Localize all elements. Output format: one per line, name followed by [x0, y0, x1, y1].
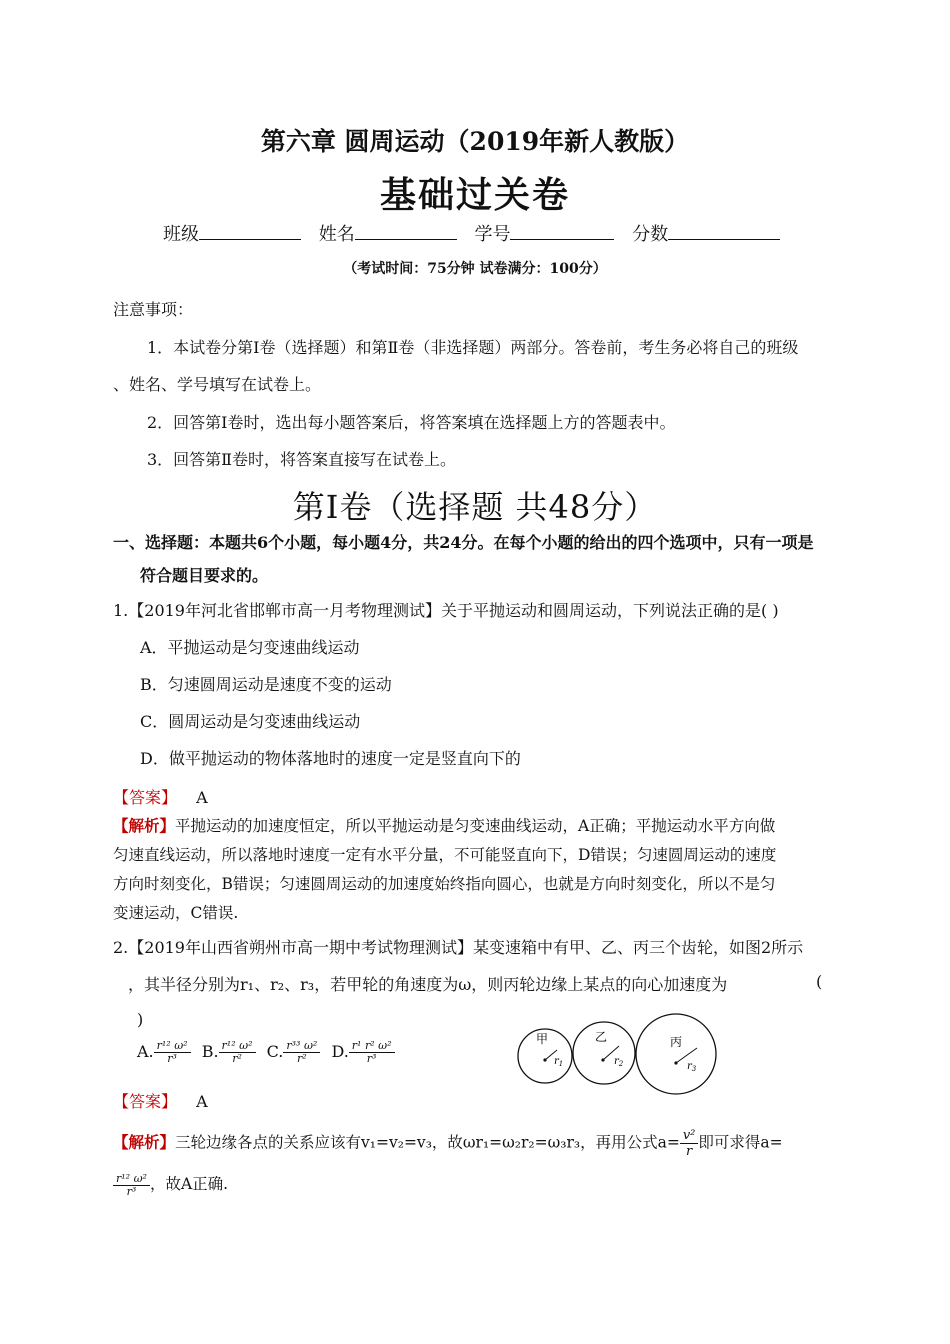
class-label: 班级: [163, 224, 199, 245]
q2-analysis-text-1-end: 即可求得a=: [698, 1133, 783, 1152]
q2-answer-label: 【答案】: [113, 1092, 178, 1111]
q2-analysis-formula-den: r: [686, 1144, 693, 1159]
q2-option-a-fraction: [154, 1040, 191, 1065]
notes-heading: 注意事项：: [113, 300, 194, 319]
q1-option-b: B．匀速圆周运动是速度不变的运动: [140, 675, 392, 694]
q2-option-c-num: r³³ ω²: [283, 1040, 320, 1053]
q2-option-c-fraction: [283, 1040, 320, 1065]
q2-analysis-line-1: [113, 1128, 783, 1159]
section-instruction-line-1: 一、选择题：本题共6个小题，每小题4分，共24分。在每个小题的给出的四个选项中，只有一项是: [113, 533, 814, 552]
gear-yi-center: [601, 1058, 604, 1061]
q2-analysis-text-1: 三轮边缘各点的关系应该有v₁=v₂=v₃，故ωr₁=ω₂r₂=ω₃r₃，再用公式a=: [175, 1133, 680, 1152]
gear-bing-radius-label: $r_3$: [687, 1061, 697, 1073]
note-item-3: 3．回答第Ⅱ卷时，将答案直接写在试卷上。: [147, 450, 457, 469]
q2-option-b-den: r²: [232, 1052, 242, 1065]
q2-option-a: [137, 1039, 196, 1065]
q2-option-a-den: r³: [167, 1052, 177, 1065]
gear-jia-radius-label: $r_1$: [554, 1056, 564, 1068]
q1-analysis-line-3: 方向时刻变化，B错误；匀速圆周运动的加速度始终指向圆心，也就是方向时刻变化，所以不是匀: [113, 875, 776, 893]
q2-option-c: [266, 1039, 326, 1065]
number-label: 学号: [474, 224, 511, 245]
q1-option-c: C．圆周运动是匀变速曲线运动: [140, 712, 361, 731]
q2-option-b-fraction: [219, 1040, 256, 1065]
q2-answer-line: [113, 1089, 208, 1112]
q1-analysis-line-4: 变速运动，C错误.: [113, 904, 239, 922]
section-instruction-line-2: 符合题目要求的。: [140, 566, 269, 585]
chapter-title: 第六章 圆周运动（2019年新人教版）: [260, 127, 690, 156]
q2-analysis-text-2-end: ，故A正确.: [149, 1175, 229, 1193]
gear-yi-label: 乙: [595, 1030, 608, 1044]
note-item-1-line-1: 1．本试卷分第Ⅰ卷（选择题）和第Ⅱ卷（非选择题）两部分。答卷前，考生务必将自己的班级: [147, 338, 799, 357]
name-blank[interactable]: [355, 223, 457, 240]
q1-analysis-label: 【解析】: [113, 816, 176, 835]
gear-jia-center: [543, 1058, 546, 1061]
q2-option-a-letter: A.: [137, 1042, 154, 1061]
name-label: 姓名: [318, 224, 355, 245]
note-item-2: 2．回答第Ⅰ卷时，选出每小题答案后，将答案填在选择题上方的答题表中。: [147, 413, 676, 432]
q2-option-d: [331, 1039, 394, 1065]
score-label: 分数: [632, 224, 669, 245]
paper-title: 基础过关卷: [379, 174, 570, 216]
q2-analysis-formula: [680, 1128, 699, 1159]
q2-analysis-result: [113, 1173, 150, 1198]
student-info-line: [163, 220, 780, 246]
section-title: 第Ⅰ卷（选择题 共48分）: [292, 488, 658, 526]
q2-option-d-num: r¹ r² ω²: [349, 1040, 395, 1053]
q1-analysis-line-1: [113, 814, 775, 836]
gear-yi-radius-label: $r_2$: [614, 1056, 624, 1068]
q2-analysis-line-2: [113, 1172, 228, 1198]
q2-answer-value: A: [196, 1092, 208, 1111]
q2-option-b: [201, 1039, 261, 1065]
gear-yi: [573, 1022, 635, 1084]
exam-info: （考试时间：75分钟 试卷满分：100分）: [343, 261, 607, 277]
q2-analysis-result-num: r¹² ω²: [113, 1173, 150, 1186]
score-blank[interactable]: [668, 223, 780, 240]
q2-option-c-den: r²: [297, 1052, 307, 1065]
q2-stem-line-2: ，其半径分别为r₁、r₂、r₃，若甲轮的角速度为ω，则丙轮边缘上某点的向心加速度为: [128, 975, 728, 994]
q1-analysis-line-2: 匀速直线运动，所以落地时速度一定有水平分量，不可能竖直向下，D错误；匀速圆周运动的速度: [113, 846, 777, 864]
q2-analysis-formula-num: v²: [680, 1128, 699, 1144]
gear-jia-label: 甲: [536, 1032, 549, 1046]
q2-option-d-den: r³: [366, 1052, 377, 1065]
q2-option-a-num: r¹² ω²: [154, 1040, 191, 1053]
gear-bing: [636, 1014, 716, 1094]
q1-stem: 1.【2019年河北省邯郸市高一月考物理测试】关于平抛运动和圆周运动，下列说法正确的是( ): [113, 601, 779, 620]
gear-figure: [515, 1012, 720, 1102]
q2-stem-line-1: 2.【2019年山西省朔州市高一期中考试物理测试】某变速箱中有甲、乙、丙三个齿轮，如图2所示: [113, 938, 804, 957]
q2-option-b-num: r¹² ω²: [219, 1040, 256, 1053]
q2-options: [137, 1040, 395, 1065]
gear-bing-label: 丙: [670, 1035, 683, 1049]
q2-analysis-result-den: r³: [126, 1184, 137, 1198]
number-blank[interactable]: [510, 223, 614, 240]
q1-option-d: D．做平抛运动的物体落地时的速度一定是竖直向下的: [140, 749, 521, 768]
q2-analysis-label: 【解析】: [113, 1132, 176, 1152]
gear-bing-circle: [636, 1014, 716, 1094]
q1-answer-line: [113, 785, 208, 808]
q1-option-a: A．平抛运动是匀变速曲线运动: [140, 638, 360, 657]
note-item-1-line-2: 、姓名、学号填写在试卷上。: [113, 375, 322, 394]
q2-paren-close: ): [137, 1010, 144, 1029]
class-blank[interactable]: [199, 223, 301, 240]
q1-analysis-text-1: 平抛运动的加速度恒定，所以平抛运动是匀变速曲线运动，A正确；平抛运动水平方向做: [175, 817, 776, 835]
q2-option-b-letter: B.: [201, 1042, 219, 1061]
gear-bing-center: [674, 1061, 677, 1064]
q1-answer-label: 【答案】: [113, 788, 178, 807]
gear-jia: [518, 1029, 572, 1083]
q2-option-d-fraction: [349, 1040, 395, 1065]
q2-option-c-letter: C.: [266, 1042, 284, 1061]
q2-paren-open: (: [816, 972, 823, 991]
q2-option-d-letter: D.: [331, 1042, 349, 1061]
q1-answer-value: A: [196, 788, 208, 807]
